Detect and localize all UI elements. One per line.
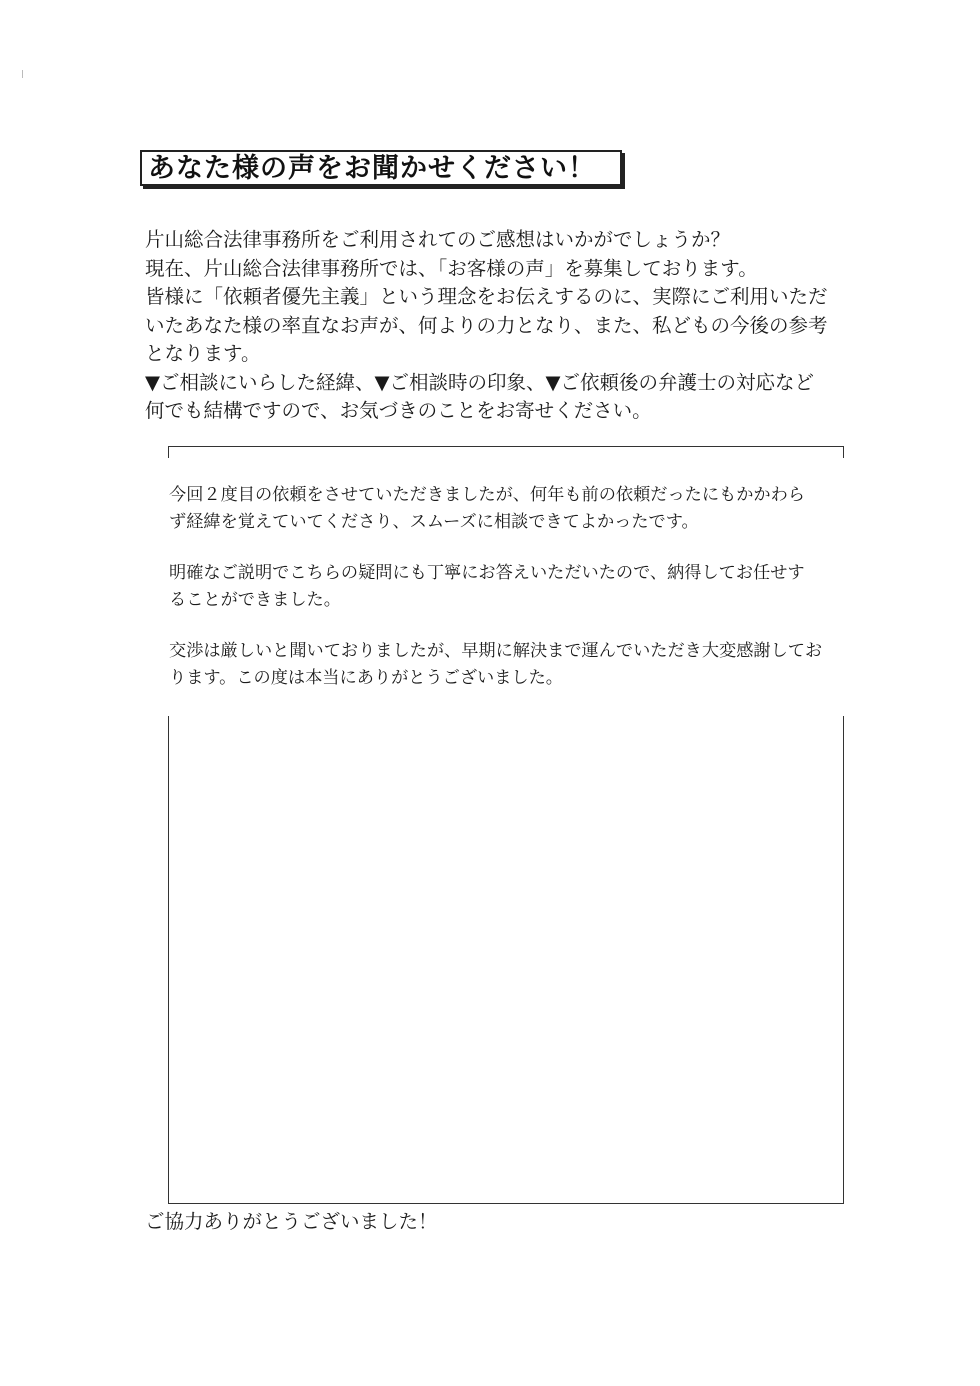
intro-text (145, 226, 865, 426)
intro-line: いたあなた様の率直なお声が、何よりの力となり、また、私どもの今後の参考 (145, 313, 828, 337)
page-title: あなた様の声をお聞かせください！ (148, 152, 596, 184)
intro-line: 皆様に「依頼者優先主義」という理念をお伝えするのに、実際にご利用いただ (145, 285, 828, 308)
comment-paragraph (169, 560, 869, 613)
comment-line: 今回２度目の依頼をさせていただきましたが、何年も前の依頼だったにもかかわら (169, 485, 805, 505)
thank-you-note: ご協力ありがとうございました！ (145, 1210, 438, 1233)
customer-comment (169, 482, 869, 716)
comment-line: 交渉は厳しいと聞いておりましたが、早期に解決まで運んでいただき大変感謝してお (169, 641, 823, 661)
comment-paragraph (169, 482, 869, 535)
intro-line: 現在、片山総合法律事務所では、「お客様の声」を募集しております。 (145, 256, 758, 280)
intro-line: ▼ご相談にいらした経緯、▼ご相談時の印象、▼ご依頼後の弁護士の対応など (145, 370, 814, 394)
intro-line: となります。 (145, 342, 261, 365)
comment-line: ります。この度は本当にありがとうございました。 (169, 667, 563, 688)
scan-mark (22, 70, 23, 78)
title-banner (140, 150, 622, 186)
intro-line: 何でも結構ですので、お気づきのことをお寄せください。 (145, 399, 652, 422)
intro-line: 片山総合法律事務所をご利用されてのご感想はいかがでしょうか？ (145, 228, 731, 251)
comment-paragraph (169, 638, 869, 691)
comment-line: 明確なご説明でこちらの疑問にも丁寧にお答えいただいたので、納得してお任せす (169, 563, 805, 583)
comment-line: ることができました。 (169, 589, 341, 610)
comment-line: ず経緯を覚えていてくださり、スムーズに相談できてよかったです。 (169, 511, 699, 532)
